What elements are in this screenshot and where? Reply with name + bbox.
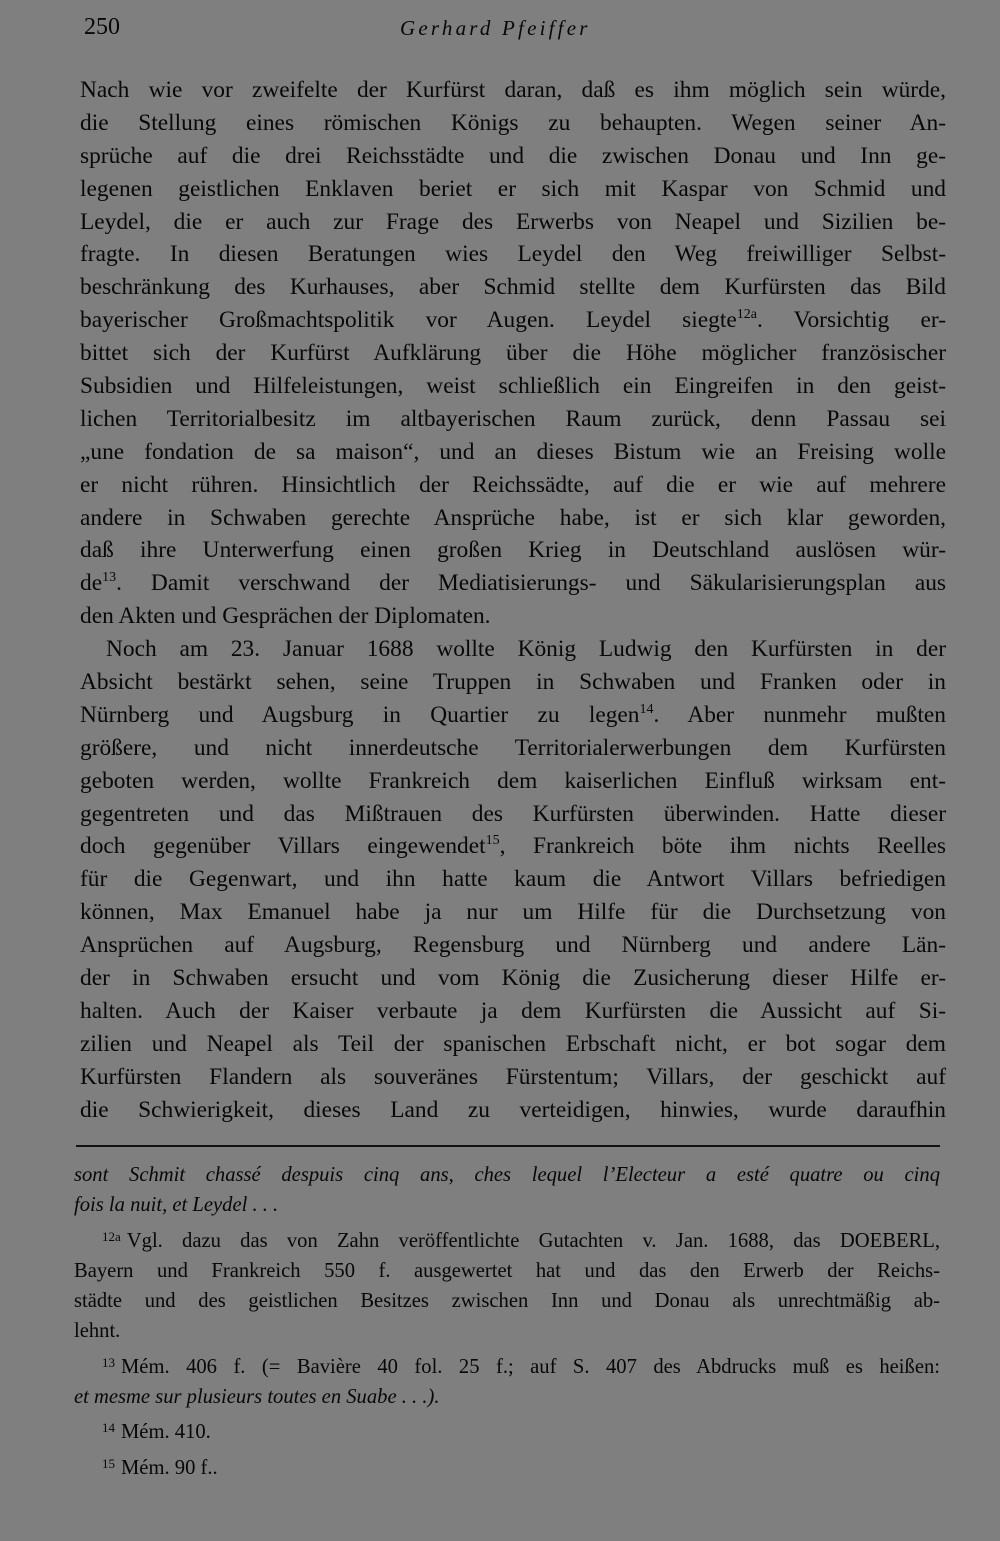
footnote-line: Bayern und Frankreich 550 f. ausgewertet hat und das den Erwerb der Reichs-: [74, 1259, 940, 1282]
page-header: [84, 14, 944, 46]
text-line: „une fondation de sa maison“, und an dieses Bistum wie an Freising wolle: [80, 438, 946, 465]
footnote-number: 15: [102, 1455, 115, 1471]
text-line: Ansprüchen auf Augsburg, Regensburg und Nürnberg und andere Län-: [80, 932, 946, 959]
text-line: größere, und nicht innerdeutsche Territorialerwerbungen dem Kurfürsten: [80, 734, 946, 761]
text-line: Kurfürsten Flandern als souveränes Fürstentum; Villars, der geschickt auf: [80, 1063, 946, 1090]
footnote-line: $^{13}$ Mém. 406 f. (= Bavière 40 fol. 25 f.; auf S. 407 des Abdrucks muß es heißen:: [102, 1354, 940, 1378]
footnote-line: sont Schmit chassé despuis cinq ans, ches lequel l’Electeur a esté quatre ou cinq: [74, 1164, 940, 1186]
text-line: die Schwierigkeit, dieses Land zu verteidigen, hinwies, wurde daraufhin: [80, 1096, 946, 1123]
footnotes: [74, 1160, 940, 1483]
text-line: beschränkung des Kurhauses, aber Schmid stellte dem Kurfürsten das Bild: [80, 274, 946, 301]
text-line: bayerischer Großmachtspolitik vor Augen. Leydel siegte$^{12a}$. Vorsichtig er-: [80, 307, 946, 334]
footnote-number: 12a: [102, 1228, 121, 1244]
text-line: Nach wie vor zweifelte der Kurfürst daran, daß es ihm möglich sein würde,: [80, 77, 946, 103]
footnote-reference[interactable]: 13: [102, 570, 117, 586]
text-line: der in Schwaben ersucht und vom König die Zusicherung dieser Hilfe er-: [80, 965, 946, 992]
text-line: lichen Territorialbesitz im altbayerischen Raum zurück, denn Passau sei: [80, 405, 946, 432]
text-line: andere in Schwaben gerechte Ansprüche habe, ist er sich klar geworden,: [80, 504, 946, 531]
text-line: können, Max Emanuel habe ja nur um Hilfe für die Durchsetzung von: [80, 899, 946, 926]
footnote-rule: [76, 1145, 940, 1147]
text-line: Nürnberg und Augsburg in Quartier zu legen$^{14}$. Aber nunmehr mußten: [80, 701, 946, 728]
text-line: den Akten und Gesprächen der Diplomaten.: [80, 603, 491, 630]
running-head: Gerhard Pfeiffer: [400, 16, 591, 40]
footnote-number: 13: [102, 1354, 115, 1370]
footnote-number: 14: [102, 1420, 115, 1436]
text-line: geboten werden, wollte Frankreich dem kaiserlichen Einfluß wirksam ent-: [80, 767, 946, 794]
page-number: 250: [84, 14, 120, 40]
footnote-reference[interactable]: 15: [485, 833, 500, 849]
footnote-line: $^{15}$ Mém. 90 f..: [102, 1455, 218, 1479]
footnote-reference[interactable]: 14: [639, 701, 654, 717]
text-line: die Stellung eines römischen Königs zu behaupten. Wegen seiner An-: [80, 109, 946, 136]
footnote-reference[interactable]: 12a: [736, 307, 757, 323]
text-line: er nicht rühren. Hinsichtlich der Reichssädte, auf die er wie auf mehrere: [80, 471, 946, 498]
text-line: für die Gegenwart, und ihn hatte kaum die Antwort Villars befriedigen: [80, 866, 946, 893]
text-line: $de^{13}$. Damit verschwand der Mediatisierungs- und Säkularisierungsplan aus: [80, 570, 946, 597]
text-line: Subsidien und Hilfeleistungen, weist schließlich ein Eingreifen in den geist-: [80, 373, 946, 400]
text-line: Leydel, die er auch zur Frage des Erwerbs von Neapel und Sizilien be-: [80, 208, 946, 235]
footnote-line: städte und des geistlichen Besitzes zwischen Inn und Donau als unrechtmäßig ab-: [74, 1290, 940, 1313]
footnote-line: et mesme sur plusieurs toutes en Suabe . . .).: [74, 1386, 440, 1409]
text-line: Noch am 23. Januar 1688 wollte König Ludwig den Kurfürsten in der: [106, 636, 946, 663]
text-line: fragte. In diesen Beratungen wies Leydel den Weg freiwilliger Selbst-: [80, 241, 946, 268]
text-line: Absicht bestärkt sehen, seine Truppen in Schwaben und Franken oder in: [80, 669, 946, 696]
footnote-line: $^{14}$ Mém. 410.: [102, 1420, 211, 1444]
body-text: [80, 74, 946, 1127]
text-line: daß ihre Unterwerfung einen großen Krieg in Deutschland auslösen wür-: [80, 537, 946, 564]
text-line: zilien und Neapel als Teil der spanischen Erbschaft nicht, er bot sogar dem: [80, 1030, 946, 1057]
text-line: sprüche auf die drei Reichsstädte und die zwischen Donau und Inn ge-: [80, 142, 946, 169]
text-line: doch gegenüber Villars eingewendet$^{15}$, Frankreich böte ihm nichts Reelles: [80, 833, 946, 860]
text-line: gegentreten und das Mißtrauen des Kurfürsten überwinden. Hatte dieser: [80, 800, 946, 827]
footnote-line: fois la nuit, et Leydel . . .: [74, 1194, 279, 1217]
text-line: bittet sich der Kurfürst Aufklärung über die Höhe möglicher französischer: [80, 340, 946, 367]
text-line: legenen geistlichen Enklaven beriet er sich mit Kaspar von Schmid und: [80, 175, 946, 202]
footnote-line: lehnt.: [74, 1320, 121, 1343]
footnote-line: $^{12a}$ Vgl. dazu das von Zahn veröffentlichte Gutachten v. Jan. 1688, das DOEBERL,: [102, 1228, 940, 1252]
text-line: halten. Auch der Kaiser verbaute ja dem Kurfürsten die Aussicht auf Si-: [80, 997, 946, 1024]
